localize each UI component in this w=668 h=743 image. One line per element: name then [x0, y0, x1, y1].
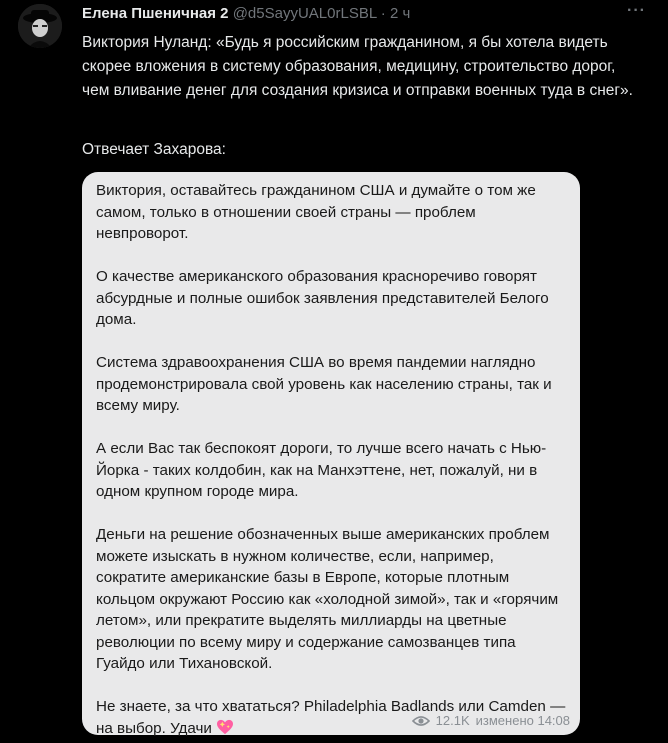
reply-intro: Отвечает Захарова: [82, 141, 226, 158]
author-handle[interactable]: @d5SayyUAL0rLSBL [232, 5, 377, 22]
avatar-image [18, 4, 62, 48]
avatar[interactable] [18, 4, 62, 48]
card-last-text: Не знаете, за что хвататься? Philadelphia Badlands или Camden — на выбор. Удачи [96, 698, 566, 737]
card-paragraph: О качестве американского образования красноречиво говорят абсурдные и полные ошибок заявления представителей Белого дома. [96, 268, 549, 328]
message-meta [412, 713, 570, 728]
more-options-icon[interactable]: ··· [627, 2, 646, 19]
view-count: 12.1K [435, 713, 470, 728]
card-paragraph: Деньги на решение обозначенных выше американских проблем можете изыскать в нужном количестве, если, например, сократите американские базы в Европе, которые плотным кольцом окружают Россию как «холодной зимой», так и «горячим летом», или прекратите выделять миллиарды на цветные революции по всему миру и содержание самозванцев типа Гуайдо или Тихановской. [96, 526, 559, 672]
timestamp[interactable]: 2 ч [389, 5, 411, 22]
tweet-body: Виктория Нуланд: «Будь я российским гражданином, я бы хотела видеть скорее вложения в систему образования, медицину, строительство дорог, чем вливание денег для создания кризиса и отправки военных туда в снег». [82, 34, 633, 99]
edited-timestamp: изменено 14:08 [475, 713, 570, 728]
card-paragraph: А если Вас так беспокоят дороги, то лучше всего начать с Нью-Йорка - таких колдобин, как на Манхэттене, нет, пожалуй, ни в одном крупном городе мира. [96, 440, 547, 500]
author-name[interactable]: Елена Пшеничная 2 [82, 5, 229, 22]
tweet-header [82, 5, 648, 25]
card-paragraph: Виктория, оставайтесь гражданином США и думайте о том же самом, только в отношении своей страны — проблем невпроворот. [96, 182, 536, 242]
separator-dot: · [380, 5, 386, 22]
card-paragraph: Система здравоохранения США во время пандемии наглядно продемонстрировала свой уровень как населению страны, так и всему миру. [96, 354, 552, 414]
tweet-text [82, 31, 642, 103]
card-text [96, 180, 568, 739]
eye-icon [412, 715, 430, 727]
sparkling-heart-icon [216, 719, 234, 735]
attached-image-card[interactable] [82, 172, 580, 735]
